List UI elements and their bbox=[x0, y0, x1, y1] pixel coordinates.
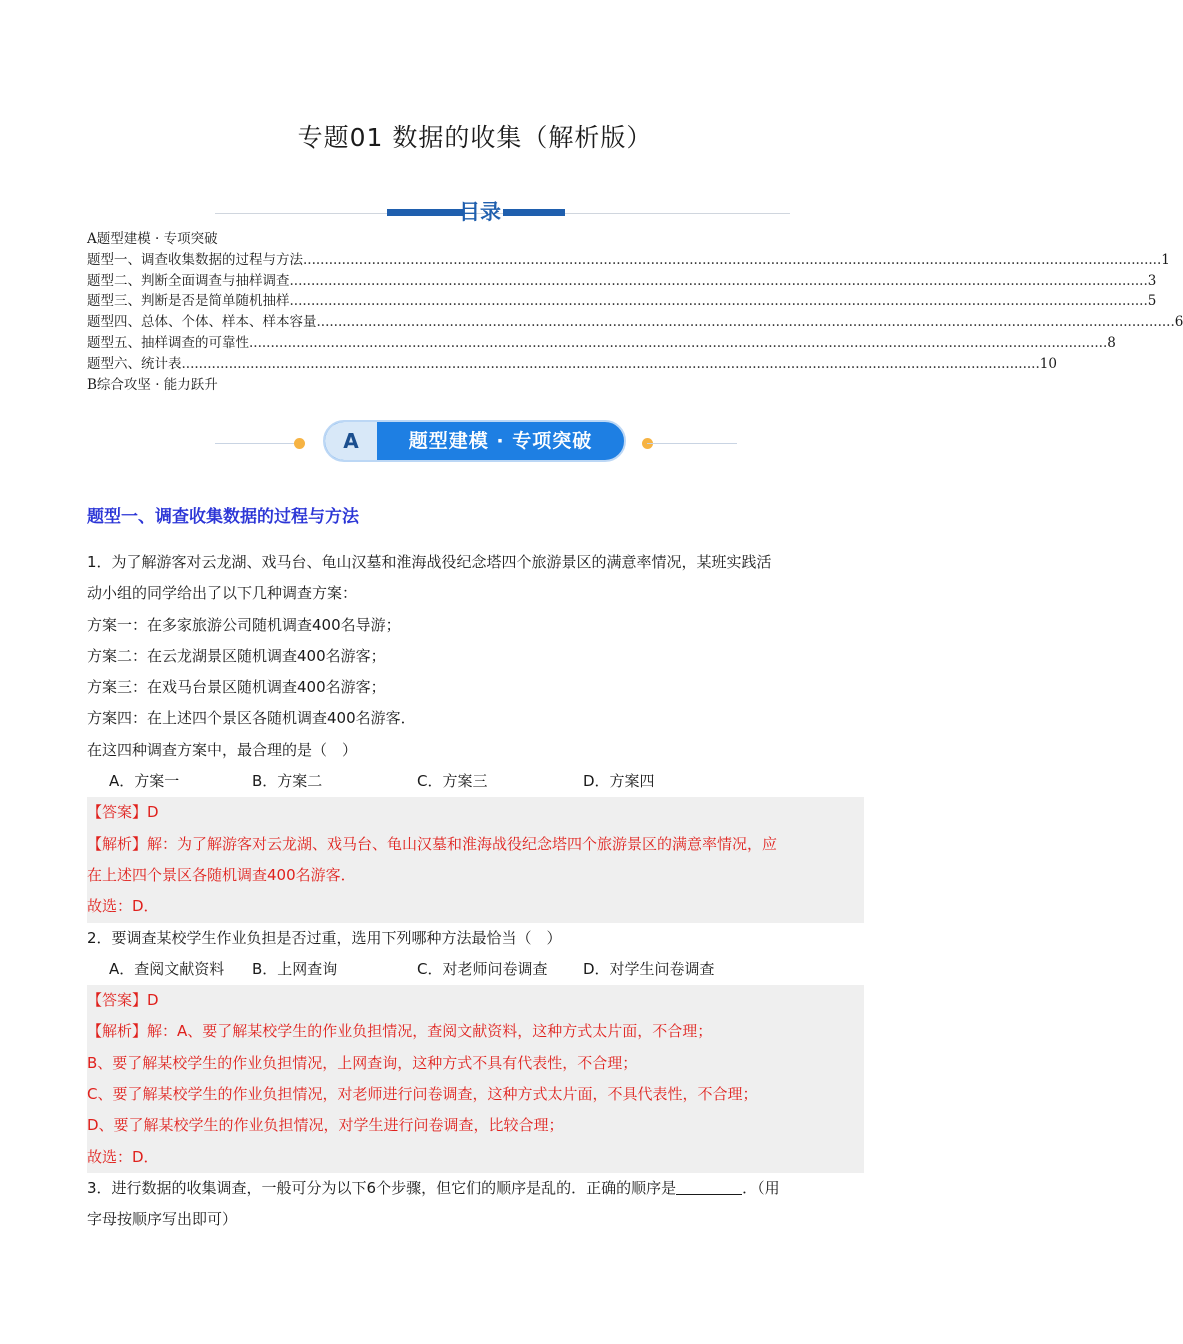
toc-dots: ........................................................................................................................................................................................................ bbox=[249, 334, 1108, 351]
options-row bbox=[87, 954, 864, 985]
toc-page-number: 3 bbox=[1147, 272, 1157, 289]
toc-banner bbox=[215, 196, 790, 230]
toc-bar-right bbox=[503, 209, 565, 216]
answer-blank[interactable] bbox=[676, 1176, 742, 1195]
option-a[interactable]: A．方案一 bbox=[109, 772, 180, 791]
table-of-contents bbox=[87, 229, 1183, 395]
option-c[interactable]: C．对老师问卷调查 bbox=[417, 959, 548, 978]
question-1 bbox=[87, 547, 864, 1236]
analysis-text: B、要了解某校学生的作业负担情况，上网查询，这种方式不具有代表性，不合理； bbox=[87, 1053, 638, 1072]
option-b[interactable]: B．上网查询 bbox=[252, 959, 338, 978]
toc-page-number: 8 bbox=[1107, 334, 1116, 351]
plan-item: 方案四：在上述四个景区各随机调查400名游客． bbox=[87, 709, 416, 728]
plan-item: 方案二：在云龙湖景区随机调查400名游客； bbox=[87, 646, 386, 665]
banner-line-left bbox=[215, 443, 295, 444]
analysis-text: 【解析】解：为了解游客对云龙湖、戏马台、龟山汉墓和淮海战役纪念塔四个旅游景区的满意率情况，应 bbox=[87, 834, 778, 853]
question-stem: 动小组的同学给出了以下几种调查方案： bbox=[87, 584, 358, 603]
option-a[interactable]: A．查阅文献资料 bbox=[109, 959, 225, 978]
section-heading: 题型一、调查收集数据的过程与方法 bbox=[87, 507, 359, 527]
banner-dot-left bbox=[294, 438, 305, 449]
answer-label: 【答案】D bbox=[87, 803, 159, 822]
toc-dots: ........................................................................................................................................................................................................ bbox=[316, 314, 1175, 331]
option-d[interactable]: D．对学生问卷调查 bbox=[583, 959, 715, 978]
analysis-text: 【解析】解：A、要了解某校学生的作业负担情况，查阅文献资料，这种方式太片面，不合理； bbox=[87, 1022, 713, 1041]
toc-page-number: 1 bbox=[1161, 251, 1170, 268]
choose-text: 故选：D． bbox=[87, 897, 159, 916]
question-stem: 2．要调查某校学生作业负担是否过重，选用下列哪种方法最恰当（ ） bbox=[87, 928, 562, 947]
option-b[interactable]: B．方案二 bbox=[252, 772, 323, 791]
section-title: 题型建模 · 专项突破 bbox=[408, 430, 593, 452]
answer-block bbox=[87, 797, 864, 922]
plan-item: 方案一：在多家旅游公司随机调查400名导游； bbox=[87, 615, 401, 634]
toc-dots: ........................................................................................................................................................................................................ bbox=[289, 272, 1148, 289]
banner-line-right bbox=[647, 443, 737, 444]
toc-page-number: 6 bbox=[1174, 314, 1183, 331]
analysis-text: 在上述四个景区各随机调查400名游客． bbox=[87, 865, 356, 884]
options-row bbox=[87, 766, 864, 797]
toc-entry[interactable]: 题型三、判断是否是简单随机抽样 ........................................................................................................................................................................................................ 5 bbox=[87, 291, 864, 312]
toc-entry[interactable]: B综合攻坚 · 能力跃升 bbox=[87, 376, 218, 393]
toc-entry[interactable]: 题型六、统计表 ........................................................................................................................................................................................................ 10 bbox=[87, 354, 864, 375]
toc-entry[interactable]: 题型二、判断全面调查与抽样调查 ........................................................................................................................................................................................................ 3 bbox=[87, 271, 864, 292]
toc-entry[interactable]: A题型建模 · 专项突破 bbox=[87, 231, 218, 247]
toc-label: 目录 bbox=[459, 200, 501, 224]
analysis-text: C、要了解某校学生的作业负担情况，对老师进行问卷调查，这种方式太片面，不具代表性，不合理； bbox=[87, 1085, 758, 1104]
toc-dots: ........................................................................................................................................................................................................ bbox=[303, 251, 1162, 268]
answer-label: 【答案】D bbox=[87, 991, 159, 1010]
question-ask: 在这四种调查方案中，最合理的是（ ） bbox=[87, 740, 358, 759]
analysis-text: D、要了解某校学生的作业负担情况，对学生进行问卷调查，比较合理； bbox=[87, 1116, 564, 1135]
question-stem: 字母按顺序写出即可） bbox=[87, 1210, 238, 1229]
question-stem: 1．为了解游客对云龙湖、戏马台、龟山汉墓和淮海战役纪念塔四个旅游景区的满意率情况，某班实践活 bbox=[87, 553, 772, 571]
question-stem: 3．进行数据的收集调查，一般可分为以下6个步骤，但它们的顺序是乱的．正确的顺序是 ．（用 bbox=[87, 1173, 864, 1204]
section-banner-pill bbox=[323, 420, 626, 462]
option-c[interactable]: C．方案三 bbox=[417, 772, 488, 791]
option-d[interactable]: D．方案四 bbox=[583, 772, 655, 791]
toc-dots: ........................................................................................................................................................................................................ bbox=[181, 355, 1040, 372]
toc-dots: ........................................................................................................................................................................................................ bbox=[289, 293, 1148, 310]
section-banner bbox=[215, 418, 735, 466]
toc-page-number: 10 bbox=[1039, 355, 1057, 372]
choose-text: 故选：D． bbox=[87, 1147, 159, 1166]
toc-entry[interactable]: 题型一、调查收集数据的过程与方法 ........................................................................................................................................................................................................ 1 bbox=[87, 250, 864, 271]
page-title: 专题01 数据的收集（解析版） bbox=[297, 123, 653, 152]
section-letter: A bbox=[325, 422, 377, 460]
toc-entry[interactable]: 题型四、总体、个体、样本、样本容量 ........................................................................................................................................................................................................ 6 bbox=[87, 312, 864, 333]
toc-page-number: 5 bbox=[1147, 293, 1157, 310]
answer-block bbox=[87, 985, 864, 1173]
plan-item: 方案三：在戏马台景区随机调查400名游客； bbox=[87, 678, 386, 697]
toc-entry[interactable]: 题型五、抽样调查的可靠性 ........................................................................................................................................................................................................ 8 bbox=[87, 333, 864, 354]
